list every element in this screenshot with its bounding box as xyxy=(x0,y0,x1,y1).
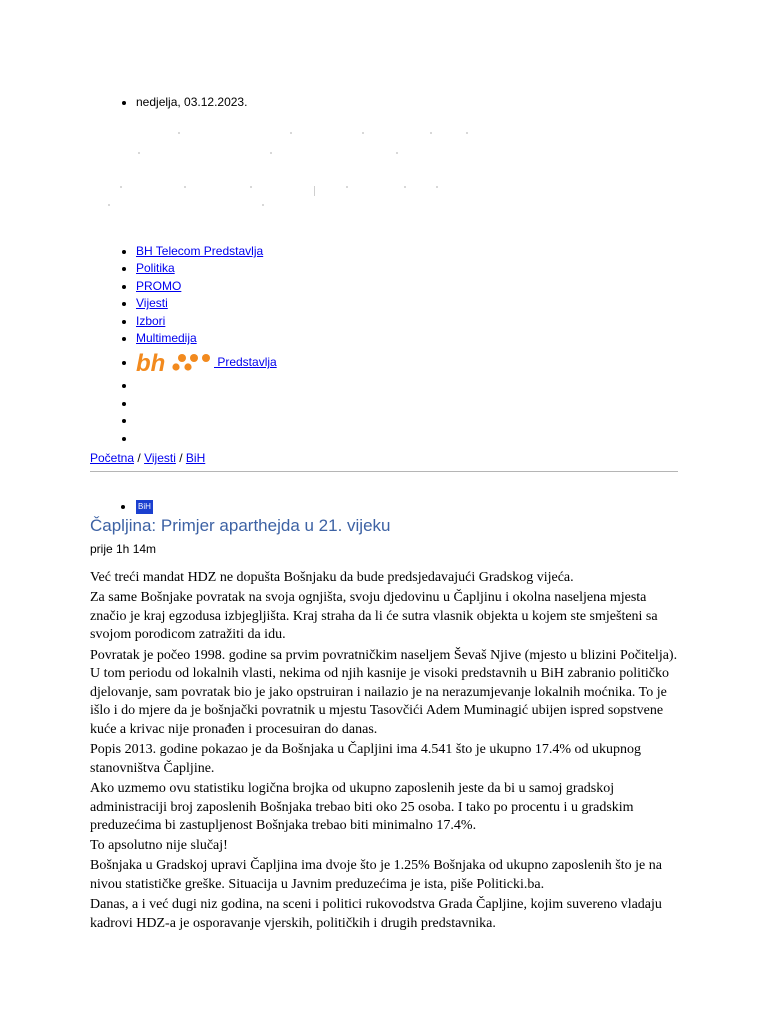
main-nav xyxy=(0,243,277,447)
nav-item-empty[interactable] xyxy=(136,377,277,394)
article-paragraph: Ako uzmemo ovu statistiku logična brojka od ukupno zaposlenih jeste da bi u samoj gradskoj administraciji broj zaposlenih Bošnjaka trebao biti oko 25 osoba. I tako po procentu i u gradskim preduzećima bi zastupljenost Bošnjaka trebao biti minimalno 17.4%. xyxy=(90,780,634,834)
breadcrumb-separator: / xyxy=(137,451,141,465)
nav-link-bh-predstavlja[interactable] xyxy=(136,351,277,376)
faint-decoration xyxy=(100,152,500,154)
article-time: prije 1h 14m xyxy=(90,542,157,556)
bh-telecom-logo-icon xyxy=(136,351,214,375)
nav-link-izbori[interactable]: Izbori xyxy=(136,313,166,328)
bh-predstavlja-label: Predstavlja xyxy=(214,355,277,370)
article-paragraph: Već treći mandat HDZ ne dopušta Bošnjaku da bude predsjedavajući Gradskog vijeća. xyxy=(90,570,574,585)
faint-decoration xyxy=(100,132,500,134)
nav-link-bh-telecom[interactable]: BH Telecom Predstavlja xyxy=(136,244,264,258)
breadcrumb-home[interactable]: Početna xyxy=(90,451,135,465)
current-date: • nedjelja, 03.12.2023. xyxy=(136,93,247,111)
tag-list xyxy=(0,498,153,516)
nav-item-promo[interactable] xyxy=(136,278,277,295)
article-paragraph: Povratak je počeo 1998. godine sa prvim povratničkim naseljem Ševaš Njive (mjesto u blizini Počitelja). U tom periodu od lokalnih vlasti, nekima od njih kasnije je visoki predstavnih u BiH zabranio političko djelovanje, sam povratak bio je jako opstruiran i nailazio je na nerazumjevanje lokalnih moćnika. To je išlo i do mjere da je bošnjački povratnik u mjestu Tasovčići Adem Muminagić ubijen ispred sopstvene kuće a krivac nije pronađen i procesuiran do danas. xyxy=(90,647,678,737)
nav-link-politika[interactable]: Politika xyxy=(136,261,175,276)
faint-decoration xyxy=(100,204,500,206)
nav-item-izbori[interactable] xyxy=(136,313,277,330)
article-paragraph: Popis 2013. godine pokazao je da Bošnjaka u Čapljini ima 4.541 što je ukupno 17.4% od ukupnog stanovništva Čapljine. xyxy=(90,742,641,776)
nav-item-multimedija[interactable] xyxy=(136,330,277,347)
nav-link-vijesti[interactable]: Vijesti xyxy=(136,296,168,311)
article-paragraph: Danas, a i već dugi niz godina, na sceni i politici rukovodstva Grada Čapljine, kojim suvereno vladaju kadrovi HDZ-a je osporavanje vjerskih, političkih i drugih predstavnika. xyxy=(90,897,662,931)
nav-item-empty[interactable] xyxy=(136,412,277,429)
nav-item-vijesti[interactable] xyxy=(136,295,277,312)
nav-link-multimedija[interactable]: Multimedija xyxy=(136,330,197,345)
article-body xyxy=(90,569,680,935)
nav-link-promo[interactable]: PROMO xyxy=(136,278,182,293)
breadcrumb xyxy=(90,451,205,465)
breadcrumb-section[interactable]: Vijesti xyxy=(144,451,176,465)
nav-item-empty[interactable] xyxy=(136,430,277,447)
article-paragraph: Za same Bošnjake povratak na svoja ognjišta, svoju djedovinu u Čapljinu i okolna naseljena mjesta značio je kraj egzodusa izbjegljišta. Kraj straha da li će sutra vlasnik objekta u kojem ste smješteni sa svojom porodicom zatražiti da idu. xyxy=(90,590,658,643)
faint-decoration xyxy=(100,186,500,188)
article-title: Čapljina: Primjer aparthejda u 21. vijeku xyxy=(90,516,391,535)
article-paragraph: To apsolutno nije slučaj! xyxy=(90,838,228,854)
nav-item-politika[interactable] xyxy=(136,260,277,277)
nav-item-empty[interactable] xyxy=(136,395,277,412)
breadcrumb-sub[interactable]: BiH xyxy=(185,451,206,465)
svg-text:bh: • bh xyxy=(136,351,166,376)
breadcrumb-separator: / xyxy=(179,451,183,465)
category-tag[interactable]: BiH xyxy=(136,500,153,514)
article-paragraph: Bošnjaka u Gradskoj upravi Čapljina ima dvoje što je 1.25% Bošnjaka od ukupno zaposlenih što je na nivou statističke greške. Situacija u Javnim preduzećima je ista, piše Politicki.ba. xyxy=(90,858,662,893)
tag-item[interactable] xyxy=(136,498,153,516)
divider xyxy=(90,471,678,472)
date-list xyxy=(0,93,247,111)
nav-item-bh-predstavlja[interactable] xyxy=(136,347,277,377)
nav-item-bh-telecom[interactable] xyxy=(136,243,277,260)
